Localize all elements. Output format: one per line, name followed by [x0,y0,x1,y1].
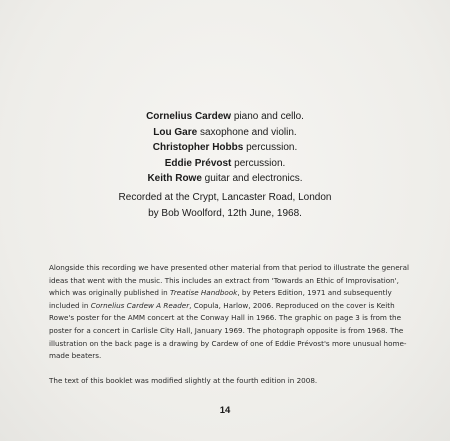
recording-engineer-date: by Bob Woolford, 12th June, 1968. [148,207,302,219]
performer-role: percussion. [243,142,298,153]
credit-line [0,109,450,125]
performer-name: Cornelius Cardew [146,111,232,122]
notes-text: , by Peters Edition, 1971 and subsequently included in [49,288,392,310]
liner-notes [49,262,421,387]
notes-paragraph [49,262,421,363]
performer-role: percussion. [231,157,286,169]
book-title: Cornelius Cardew A Reader [90,300,190,310]
page-number: 14 [219,405,231,416]
performer-credits [0,109,450,187]
credit-line [0,156,450,172]
recording-info [0,190,450,221]
book-title: Treatise Handbook [170,288,238,298]
performer-role: guitar and electronics. [201,173,303,184]
performer-name: Christopher Hobbs [152,142,244,153]
credit-line [0,125,450,141]
edition-note: The text of this booklet was modified slightly at the fourth edition in 2008. [49,375,318,385]
credit-line [0,171,450,187]
performer-role: saxophone and violin. [197,126,297,138]
credit-line [0,140,450,156]
notes-text: Alongside this recording we have presented other material from that period to illustrate the general ideas that went with the music. This includes an extract from 'Towards an Ethic of Improvisation', which was originally published in [49,263,409,298]
performer-name: Eddie Prévost [164,157,232,169]
performer-name: Keith Rowe [147,173,202,184]
performer-name: Lou Gare [153,126,198,138]
notes-text: , Copula, Harlow, 2006. Reproduced on the cover is Keith Rowe's poster for the AMM concert at the Conway Hall in 1966. The graphic on page 3 is from the poster for a concert in Carlisle City Hall, January 1969. The photograph opposite is from 1968. The illustration on the back page is a drawing by Cardew of one of Eddie Prévost's more unusual home-made beaters. [49,300,407,361]
performer-role: piano and cello. [231,111,304,122]
recording-location: Recorded at the Crypt, Lancaster Road, London [118,192,332,203]
